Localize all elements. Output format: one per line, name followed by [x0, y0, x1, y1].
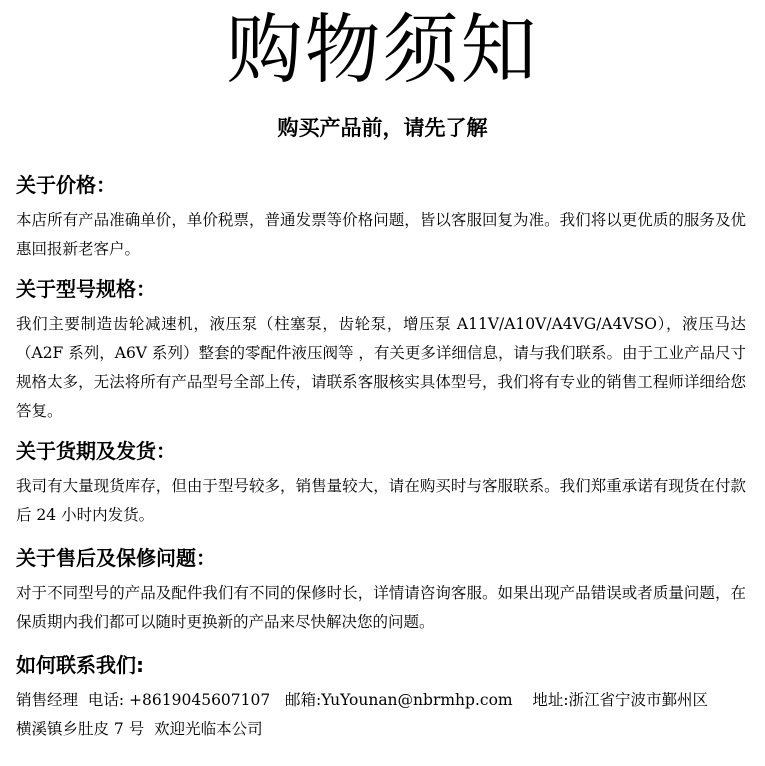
contact-email: YuYounan@nbrmhp.com: [321, 691, 513, 709]
section-body-model-spec: 我们主要制造齿轮减速机，液压泵（柱塞泵，齿轮泵，增压泵 A11V/A10V/A4VG/A4VSO），液压马达（A2F 系列，A6V 系列）整套的零配件液压阀等 ，有关更多详细信息，请与我们联系。由于工业产品尺寸规格太多，无法将所有产品型号全部上传，请联系客服核实具体型号，我们将有专业的销售工程师详细给您答复。: [16, 315, 746, 420]
section-body-price: 本店所有产品准确单价，单价税票，普通发票等价格问题，皆以客服回复为准。我们将以更优质的服务及优惠回报新老客户。: [16, 211, 746, 258]
contact-address-label: 地址:: [532, 691, 569, 709]
section-body-after-sales: 对于不同型号的产品及配件我们有不同的保修时长，详情请咨询客服。如果出现产品错误或者质量问题，在保质期内我们都可以随时更换新的产品来尽快解决您的问题。: [16, 584, 746, 631]
section-delivery: [16, 436, 746, 530]
contact-address-line2: 横溪镇乡肚皮 7 号: [16, 720, 145, 738]
section-heading-price: 关于价格：: [16, 173, 116, 197]
contact-welcome: 欢迎光临本公司: [154, 720, 263, 738]
page-title: 购物须知: [226, 5, 539, 94]
contact-address-line1: 浙江省宁波市鄞州区: [568, 691, 709, 709]
section-price: [16, 170, 746, 264]
contact-role: 销售经理: [16, 691, 79, 709]
section-contact: [16, 650, 746, 744]
section-body-delivery: 我司有大量现货库存，但由于型号较多，销售量较大，请在购买时与客服联系。我们郑重承诺有现货在付款后 24 小时内发货。: [16, 477, 746, 524]
contact-info: [16, 686, 746, 744]
contact-phone-label: 电话:: [87, 691, 125, 709]
section-heading-delivery: 关于货期及发货：: [16, 439, 176, 463]
section-heading-contact: 如何联系我们:: [16, 653, 144, 677]
section-after-sales: [16, 543, 746, 637]
section-heading-after-sales: 关于售后及保修问题：: [16, 546, 216, 570]
section-heading-model-spec: 关于型号规格：: [16, 277, 156, 301]
section-model-spec: [16, 274, 746, 426]
page-subtitle: 购买产品前，请先了解: [277, 115, 488, 140]
contact-phone: +8619045607107: [129, 691, 271, 709]
contact-email-label: 邮箱:: [285, 691, 322, 709]
